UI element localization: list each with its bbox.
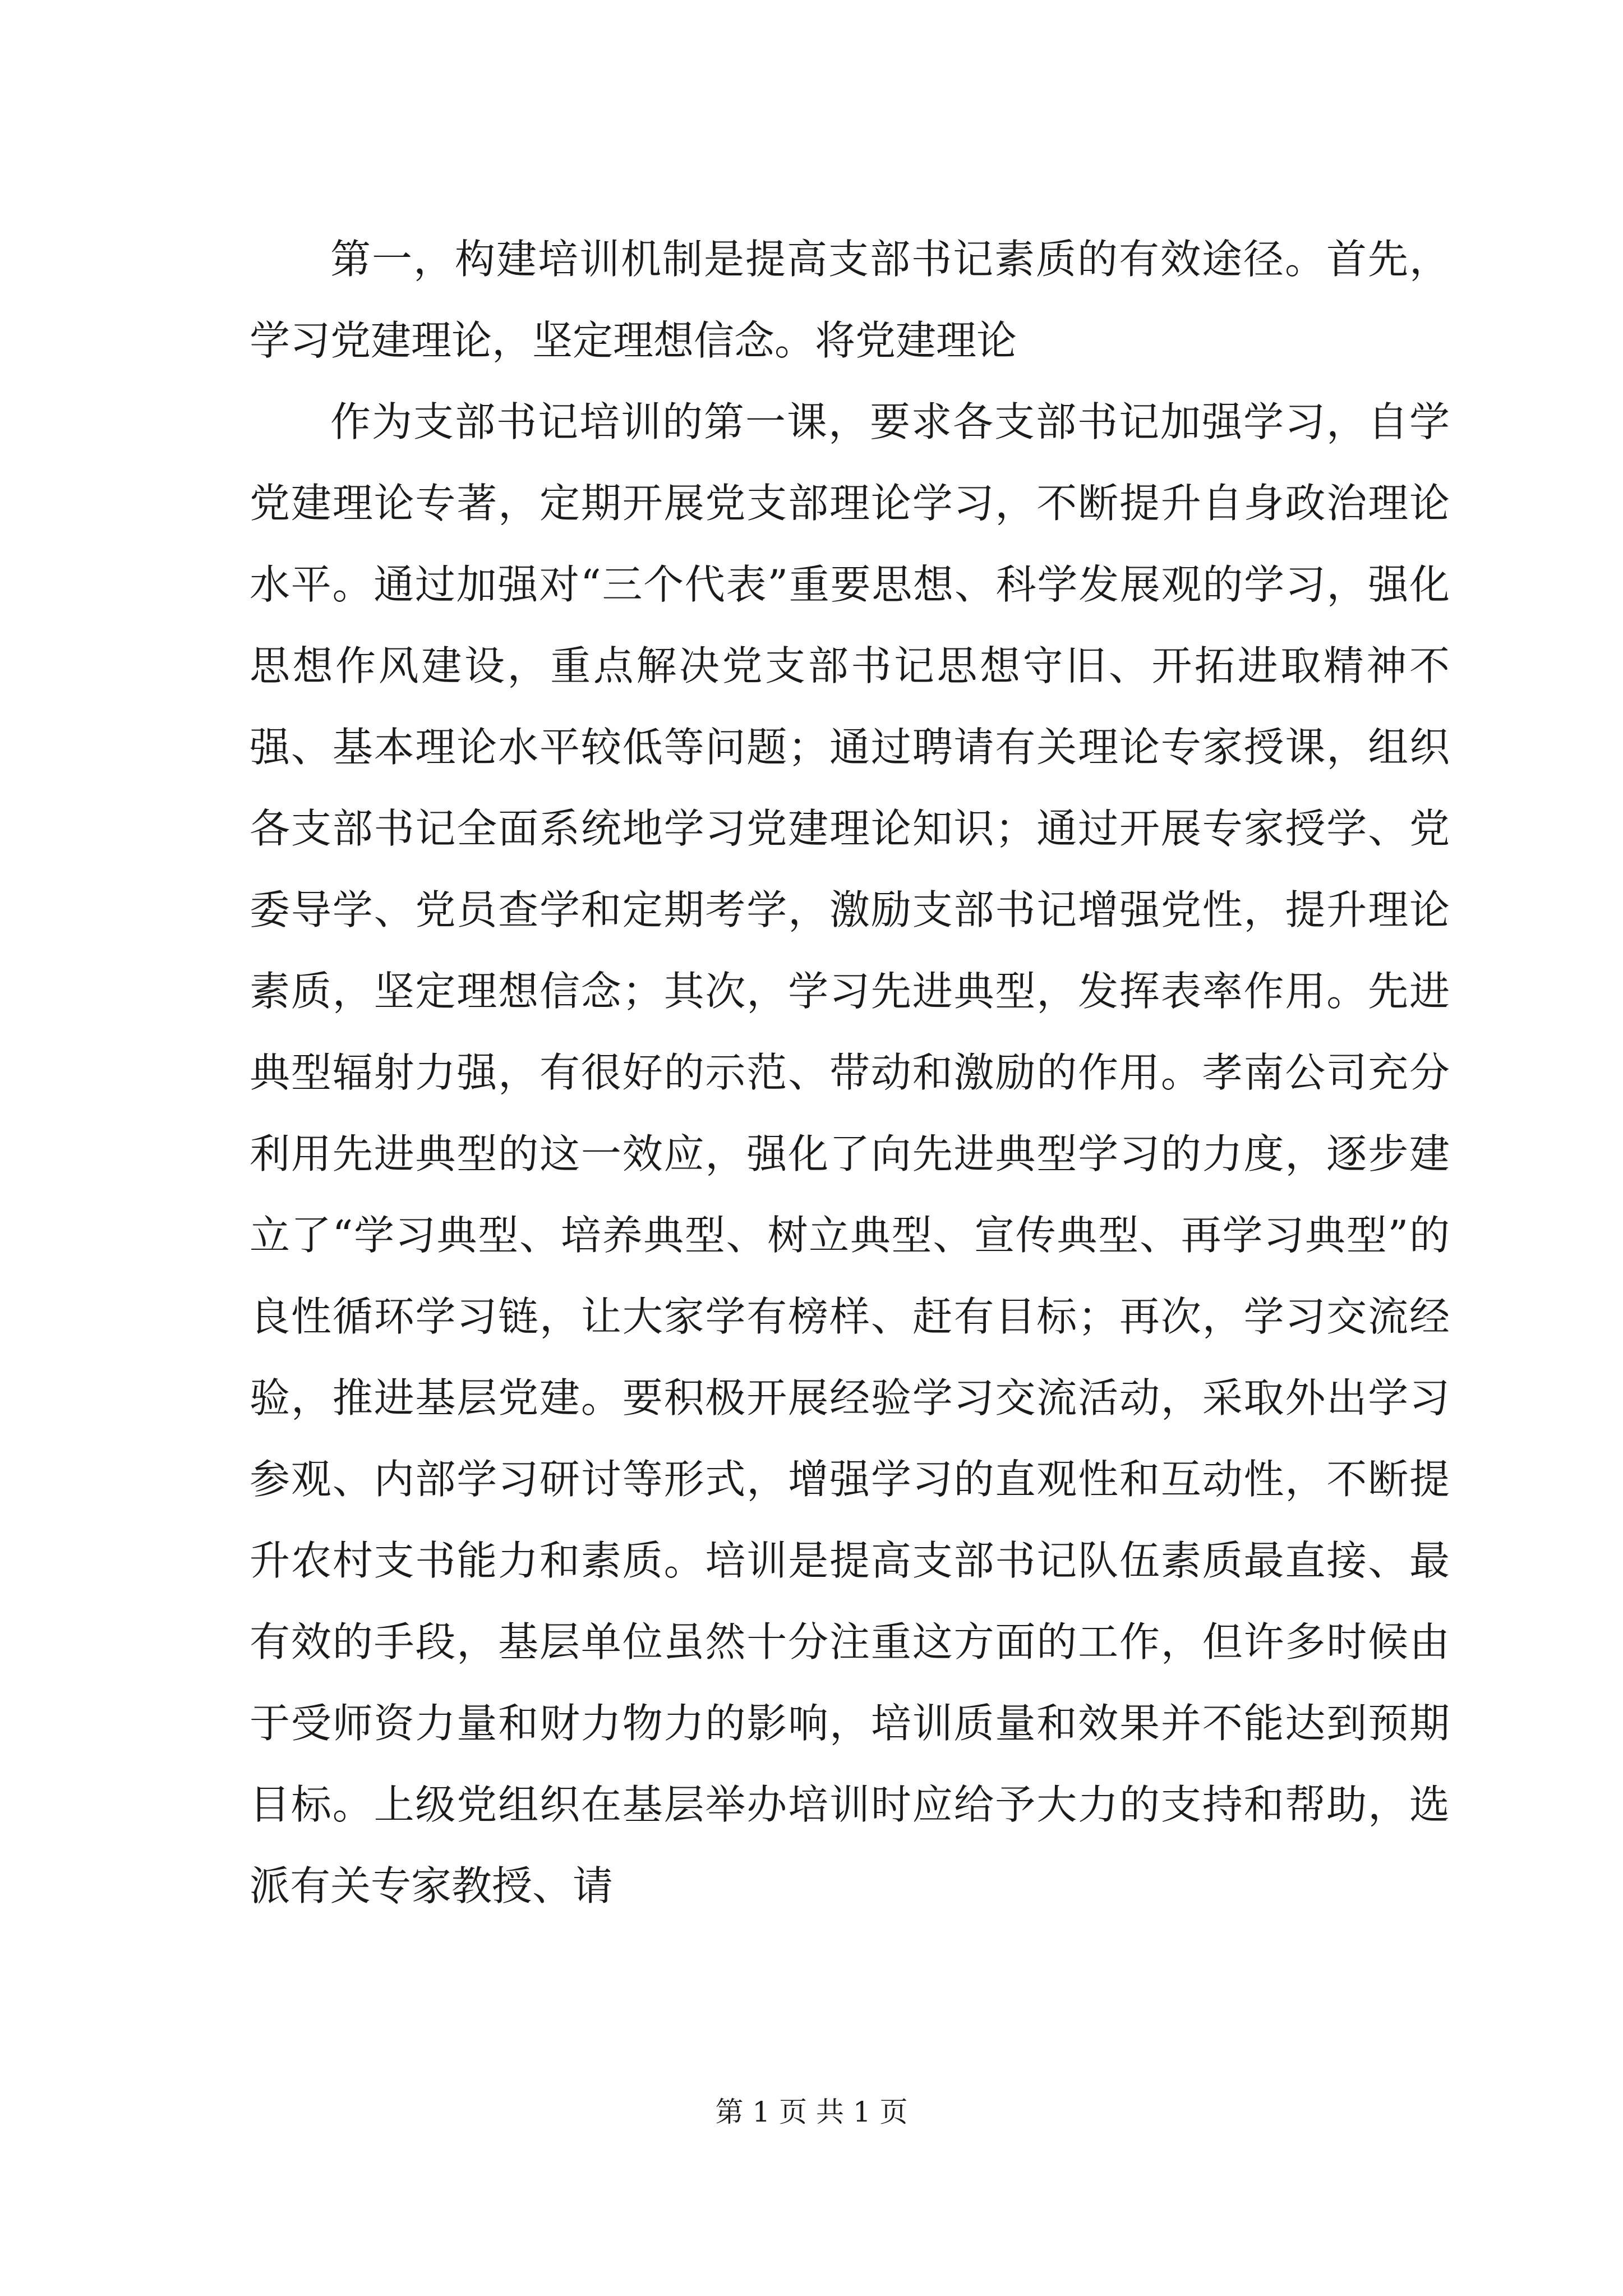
page-footer: 第 1 页 共 1 页 [715,2096,908,2128]
paragraph-2: 作为支部书记培训的第一课，要求各支部书记加强学习，自学党建理论专著，定期开展党支部理论学习，不断提升自身政治理论水平。通过加强对“三个代表”重要思想、科学发展观的学习，强化思想作风建设，重点解决党支部书记思想守旧、开拓进取精神不强、基本理论水平较低等问题；通过聘请有关理论专家授课，组织各支部书记全面系统地学习党建理论知识；通过开展专家授学、党委导学、党员查学和定期考学，激励支部书记增强党性，提升理论素质，坚定理想信念；其次，学习先进典型，发挥表率作用。先进典型辐射力强，有很好的示范、带动和激励的作用。孝南公司充分利用先进典型的这一效应，强化了向先进典型学习的力度，逐步建立了“学习典型、培养典型、树立典型、宣传典型、再学习典型”的良性循环学习链，让大家学有榜样、赶有目标；再次，学习交流经验，推进基层党建。要积极开展经验学习交流活动，采取外出学习参观、内部学习研讨等形式，增强学习的直观性和互动性，不断提升农村支书能力和素质。培训是提高支部书记队伍素质最直接、最有效的手段，基层单位虽然十分注重这方面的工作，但许多时候由于受师资力量和财力物力的影响，培训质量和效果并不能达到预期目标。上级党组织在基层举办培训时应给予大力的支持和帮助，选派有关专家教授、请 [250,398,1450,1910]
paragraph-1: 第一，构建培训机制是提高支部书记素质的有效途径。首先，学习党建理论，坚定理想信念。将党建理论 [250,236,1450,364]
document-body [250,219,1450,1927]
